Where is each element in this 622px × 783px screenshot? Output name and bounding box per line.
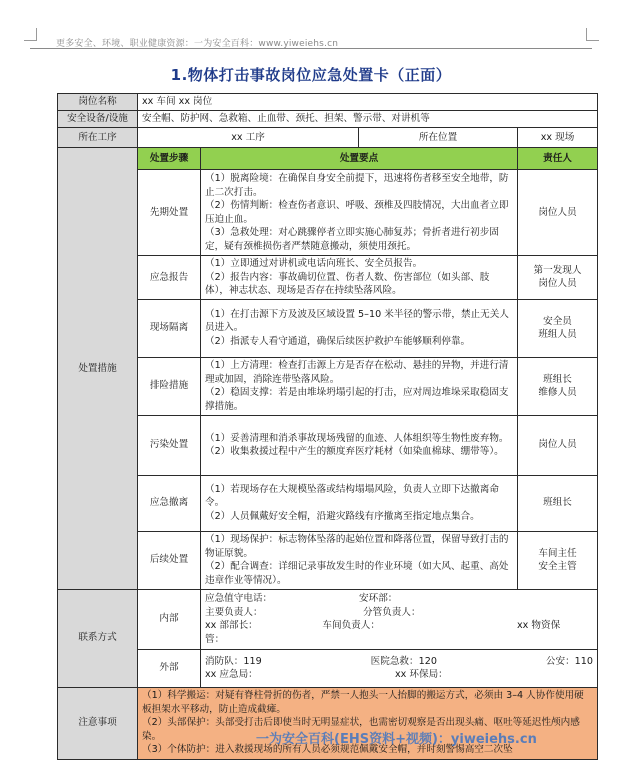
- responsible-column-header: 责任人: [518, 148, 598, 170]
- header-divider: [30, 48, 592, 49]
- hospital-emergency: 医院急救：120: [370, 655, 437, 667]
- process-value: xx 工序: [138, 128, 359, 148]
- measure-row-followup: [58, 531, 598, 589]
- measure-step: 污染处置: [138, 415, 201, 475]
- internal-label: 内部: [138, 589, 201, 649]
- responsible-name: 安全员: [543, 315, 572, 327]
- measure-points: [201, 299, 518, 357]
- emergency-card-table: [57, 93, 598, 760]
- measure-responsible: [518, 256, 598, 300]
- contact-row-internal: [58, 589, 598, 649]
- equipment-value: 安全帽、防护网、急救箱、止血带、颈托、担架、警示带、对讲机等: [138, 111, 598, 128]
- safety-department: 安环部：: [359, 593, 398, 604]
- measure-row-isolation: [58, 299, 598, 357]
- step-column-header: 处置步骤: [138, 148, 201, 170]
- measure-point: （2）人员佩戴好安全帽，沿避灾路线有序撤离至指定地点集合。: [205, 510, 480, 522]
- measure-point: （1）现场保护：标志物体坠落的起始位置和降落位置，保留导致打击的物证原貌。: [205, 534, 509, 559]
- measure-point: （2）伤情判断：检查伤者意识、呼吸、颈椎及四肢情况，大出血者立即压迫止血。: [205, 200, 509, 225]
- material-keeper: xx 物资保: [517, 620, 561, 631]
- measure-row-pollution: [58, 415, 598, 475]
- measure-point: （1）立即通过对讲机或电话向班长、安全员报告。: [205, 258, 423, 269]
- measure-point: （1）妥善清理和消杀事故现场残留的血迹、人体组织等生物性废弃物。: [205, 432, 509, 444]
- measure-points: [201, 357, 518, 415]
- measure-points: [201, 531, 518, 589]
- measure-step: 先期处置: [138, 170, 201, 256]
- document-title: 1.物体打击事故岗位应急处置卡（正面）: [170, 66, 452, 84]
- measure-point: （1）若现场存在大规模坠落或结构塌塌风险，负责人立即下达撤离命令。: [205, 483, 499, 509]
- measure-points: [201, 170, 518, 256]
- responsible-name: 班组长: [543, 373, 572, 385]
- fire-brigade: 消防队：119: [205, 655, 262, 667]
- responsible-name: 岗位人员: [538, 206, 577, 218]
- measure-responsible: [518, 415, 598, 475]
- notes-label: 注意事项: [58, 687, 138, 759]
- measure-responsible: [518, 170, 598, 256]
- measure-step: 现场隔离: [138, 299, 201, 357]
- measure-row-initial: [58, 170, 598, 256]
- measure-point: （1）脱离险境：在确保自身安全前提下，迅速将伤者移至安全地带，防止二次打击。: [205, 173, 509, 198]
- post-value: xx 车间 xx 岗位: [138, 94, 598, 111]
- measure-point: （2）收集救援过程中产生的额度弃医疗耗材（如染血棉球、绷带等）。: [205, 446, 504, 457]
- info-row-process: [58, 128, 598, 148]
- note-item: （2）头部保护：头部受打击后即使当时无明显症状，也需密切观察是否出现头痛、呕吐等延迟性颅内感染。: [142, 717, 580, 742]
- note-item: （3）个体防护：进入救援现场的所有人员必须规范佩戴安全帽，并时刻警惕高空二次坠: [142, 744, 513, 756]
- responsible-name: 岗位人员: [538, 278, 577, 290]
- department-head: xx 部部长：: [205, 620, 258, 631]
- responsible-name: 班组人员: [538, 329, 577, 340]
- notes-row: [58, 687, 598, 759]
- note-item: （1）科学搬运：对疑有脊柱骨折的伤者，严禁一人抱头一人抬脚的搬运方式，必须由 3–4 人协作使用硬板担架水平移动，防止造成截瘫。: [142, 690, 584, 715]
- measure-responsible: [518, 299, 598, 357]
- external-line-1: [205, 655, 593, 669]
- responsible-name: 安全主管: [538, 561, 577, 572]
- measure-point: （1）在打击源下方及波及区域设置 5–10 米半径的警示带，禁止无关人员进入。: [205, 308, 509, 334]
- measure-points: [201, 256, 518, 300]
- location-value: xx 现场: [518, 128, 598, 148]
- internal-line-3: [205, 619, 593, 633]
- measure-point: （2）配合调查：详细记录事故发生时的作业环境（如大风、起重、高处违章作业等情况）。: [205, 561, 509, 586]
- measure-point: （1）上方清理：检查打击源上方是否存在松动、悬挂的异物，并进行清理或加固，消除连带坠落风险。: [205, 360, 509, 385]
- measure-row-evacuation: [58, 475, 598, 531]
- responsible-name: 第一发现人: [533, 264, 582, 276]
- process-label: 所在工序: [58, 128, 138, 148]
- measure-responsible: [518, 475, 598, 531]
- measure-step: 后续处置: [138, 531, 201, 589]
- measure-point: （3）急救处理：对心跳骤停者立即实施心肺复苏；骨折者进行初步固定，疑有颈椎损伤者严禁随意搬动，须使用颈托。: [205, 227, 499, 252]
- external-contacts: [201, 649, 598, 687]
- page-header: 更多安全、环境、职业健康资源：一为安全百科：www.yiweiehs.cn: [56, 39, 339, 49]
- post-label: 岗位名称: [58, 94, 138, 111]
- measures-header-row: [58, 148, 598, 170]
- external-label: 外部: [138, 649, 201, 687]
- main-leader: 主要负责人：: [205, 606, 263, 618]
- measure-responsible: [518, 531, 598, 589]
- internal-line-4: 管：: [205, 633, 225, 645]
- measure-points: [201, 475, 518, 531]
- measure-point: （2）报告内容：事故确切位置、伤者人数、伤害部位（如头部、肢体），神志状态、现场是否存在持续坠落风险。: [205, 271, 490, 296]
- info-row-equipment: [58, 111, 598, 128]
- environment-bureau: xx 环保局：: [395, 669, 448, 680]
- measure-row-hazard-removal: [58, 357, 598, 415]
- measure-step: 应急报告: [138, 256, 201, 300]
- internal-line-1: [205, 592, 593, 606]
- measure-step: 应急撤离: [138, 475, 201, 531]
- responsible-name: 班组长: [543, 497, 572, 509]
- internal-contacts: [201, 589, 598, 649]
- contact-row-external: [58, 649, 598, 687]
- measures-label: 处置措施: [58, 148, 138, 590]
- emergency-bureau: xx 应急局：: [205, 669, 258, 680]
- internal-line-2: [205, 606, 593, 620]
- responsible-name: 维修人员: [538, 387, 577, 398]
- sub-leader: 分管负责人：: [363, 606, 421, 618]
- crop-mark-top-right: [586, 28, 599, 41]
- measure-point: （2）稳固支撑：若是由堆垛坍塌引起的打击，应对周边堆垛采取稳固支撑措施。: [205, 387, 509, 412]
- measure-points: [201, 415, 518, 475]
- points-column-header: 处置要点: [201, 148, 518, 170]
- external-line-2: [205, 668, 593, 682]
- site-watermark: 一为安全百科(EHS资料+视频)：yiweiehs.cn: [256, 732, 537, 747]
- info-row-post: [58, 94, 598, 111]
- equipment-label: 安全设备/设施: [58, 111, 138, 128]
- measure-point: （2）指派专人看守通道，确保后续医护救护车能够顺利停靠。: [205, 335, 471, 347]
- responsible-name: 岗位人员: [538, 439, 577, 451]
- contacts-label: 联系方式: [58, 589, 138, 687]
- measure-step: 排险措施: [138, 357, 201, 415]
- measure-row-report: [58, 256, 598, 300]
- measure-responsible: [518, 357, 598, 415]
- location-label: 所在位置: [359, 128, 518, 148]
- crop-mark-top-left: [24, 28, 37, 41]
- duty-phone: 应急值守电话：: [205, 593, 273, 604]
- notes-content: [138, 687, 598, 759]
- responsible-name: 车间主任: [538, 547, 577, 559]
- police: 公安：110: [545, 655, 593, 667]
- workshop-head: 车间负责人：: [322, 620, 380, 631]
